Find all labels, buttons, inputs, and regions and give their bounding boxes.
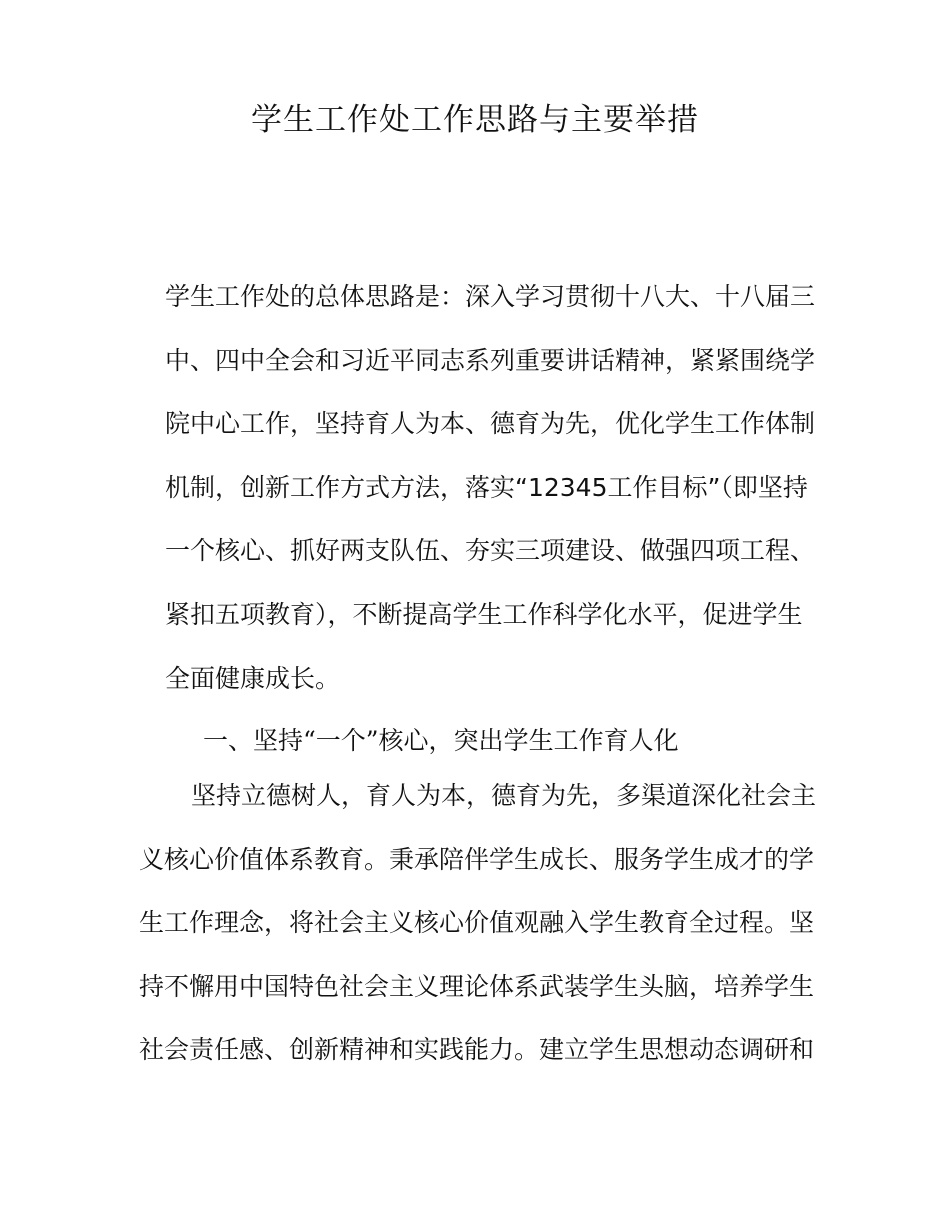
section-line: 社会责任感、创新精神和实践能力。建立学生思想动态调研和 xyxy=(139,1035,815,1065)
intro-line: 紧扣五项教育），不断提高学生工作科学化水平，促进学生 xyxy=(165,599,803,629)
section-heading: 一、坚持“一个”核心，突出学生工作育人化 xyxy=(203,726,679,755)
document-title: 学生工作处工作思路与主要举措 xyxy=(251,102,699,138)
section-paragraph xyxy=(139,764,829,1082)
intro-line: 一个核心、抓好两支队伍、夯实三项建设、做强四项工程、 xyxy=(165,536,816,566)
intro-line: 中、四中全会和习近平同志系列重要讲话精神，紧紧围绕学 xyxy=(165,345,816,375)
section-line: 持不懈用中国特色社会主义理论体系武装学生头脑，培养学生 xyxy=(139,971,815,1001)
section-line: 义核心价值体系教育。秉承陪伴学生成长、服务学生成才的学 xyxy=(139,844,815,874)
section-line: 生工作理念，将社会主义核心价值观融入学生教育全过程。坚 xyxy=(139,908,815,938)
intro-paragraph xyxy=(165,265,825,710)
intro-line: 学生工作处的总体思路是：深入学习贯彻十八大、十八届三 xyxy=(165,282,816,311)
section-line: 坚持立德树人，育人为本，德育为先，多渠道深化社会主 xyxy=(191,781,817,810)
intro-line: 院中心工作，坚持育人为本、德育为先，优化学生工作体制 xyxy=(165,409,816,439)
intro-line: 机制，创新工作方式方法，落实“12345工作目标”（即坚持 xyxy=(165,472,808,502)
intro-line: 全面健康成长。 xyxy=(165,663,341,693)
